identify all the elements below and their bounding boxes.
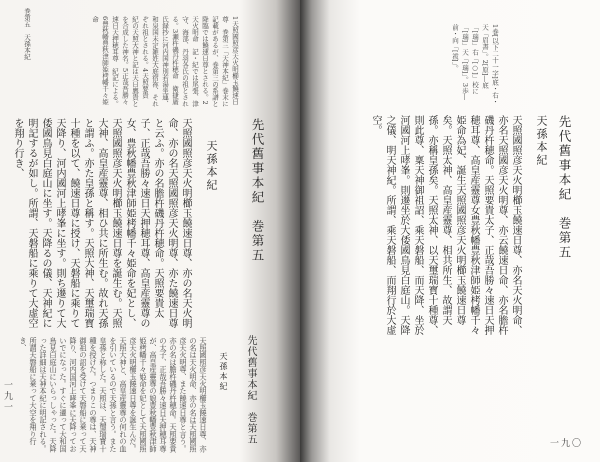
page-number-left: 一九一 (2, 380, 12, 413)
text-column: 神紀。所謂、乘天磐船、而翔行於大虚空。 (370, 115, 395, 335)
text-column: 2天火明命 記・紀では尾張、津 (191, 16, 209, 107)
left-running-head (22, 8, 32, 60)
text-column: 尊の何れの血を引いているので天孫 (109, 337, 128, 453)
text-column: とされる。 (141, 35, 149, 68)
text-column: の名は天火明命、亦の名は天照國照 (189, 337, 198, 453)
lower-title: 先代舊事本紀 巻第五 (245, 335, 256, 445)
text-column: 1天照國照彦天火明櫛玉饒速日尊 巻第三「天神本紀」巻末に記 (211, 16, 239, 107)
text-column: 天照要貴の太子、正哉吾勝々速日天 (159, 337, 178, 453)
text-column: 豊秋幡豊秋津師姫栲幡千々姫命を妃とし、天照國照彦天火明櫛玉 (110, 118, 135, 328)
right-page (300, 0, 600, 462)
text-column: 孫と謂ふ。亦た皇孫と稱す。天照大神、天璽瑞寳十種を以て、饒速日尊 (68, 118, 107, 328)
text-column: 天照國照彦天火明櫛玉饒速日尊、亦の名天火明命、亦の名天照國 (166, 118, 191, 328)
text-column: 大空を翔り行き、 (19, 337, 38, 446)
section-subtitle: 天孫本紀 (205, 140, 218, 192)
text-column: 尊、則此尊、稟天神御祖詔、乘天磐船、而天降、坐於河 (398, 115, 437, 335)
text-column: に河内国神別若湯坐連、和泉国 (151, 16, 169, 107)
text-column: に乗って天降り、河内国河上哮峯に (69, 337, 88, 453)
left-main-text (10, 118, 192, 330)
text-column: 天照要貴太子、正哉吾勝々速日天押穂耳尊、高皇産靈尊女 (468, 115, 493, 335)
section-subtitle-right: 天孫本紀 (535, 115, 548, 167)
right-main-text (368, 115, 522, 340)
text-column: 彦天火明尊、亦云饒速日命、亦名膽杵磯丹杵穂命。 (482, 115, 507, 335)
page-title-right: 先代舊事本紀 巻第五 (557, 115, 572, 260)
text-column: 彦天火明尊、また饒速日尊と言う。 (179, 337, 188, 453)
lower-subtitle: 天孫本紀 (219, 352, 228, 392)
text-column: 天「[瑞]」。 (461, 48, 469, 83)
text-column: 國河上哮峯。則遷坐於大倭國鳥見白庭山。天降之儀、明天 (384, 115, 409, 335)
text-column: 守、海部、丹羽各氏の祖とされ (181, 16, 189, 107)
text-column: 豊秋幡豊秋津師姫栲幡千々姫命為妃、誕生天照國照彦天火明 (454, 115, 479, 335)
page-number-right: 一九〇 (550, 439, 584, 449)
text-column: 載があるが、巻第三の系譜と降 (201, 16, 219, 107)
text-column: 内國河上哮峯に坐す。則ち遷りて大倭國鳥見白庭山に坐す。天降るの (40, 118, 65, 328)
text-column: 4天照要貴 紀の天照大神と (131, 16, 149, 105)
text-column: 天降っておいでになった。すぐに (59, 337, 78, 453)
text-column: 未定雑姓大庭宿祢、それぞれ祖 (141, 16, 159, 107)
text-column: 記による。 (111, 74, 119, 107)
text-column: 5正哉吾勝々速日天押穂耳尊 紀 (111, 16, 129, 105)
right-footnotes (450, 24, 500, 108)
text-column: しゃった。天降った詳細は天神本紀 (39, 337, 58, 453)
text-column: て天照國照彦天火明櫛玉饒速日尊を (129, 337, 148, 453)
text-column: 天照要貴太子、正哉吾勝々速日天押穂耳尊、高皇産靈尊の女、 (124, 118, 163, 328)
page-title: 先代舊事本紀 巻第五 (250, 118, 265, 263)
text-column: 照彦天火明尊、亦た饒速日尊と云ふ。亦の名膽杵磯丹杵穂命。 (152, 118, 177, 328)
translation-text (18, 337, 208, 457)
text-column: 亦の名は膽杵磯丹杵穂命。 (169, 337, 178, 424)
text-column: 3歩―前・向「[祓]」。 (451, 24, 469, 101)
text-column: 6豊秋幡豊秋津師姫栲幡千々姫命 (91, 16, 109, 105)
text-column: 3瀬杵磯丹杵穂命 衛捷廣氏録抄 (161, 16, 179, 105)
text-column: 臨では饒速日尊とされる。 (201, 22, 209, 101)
text-column: に授け、天磐船に乘りて天降り、河 (54, 118, 79, 328)
text-column: に明記される。所謂天磐船に乗って (29, 337, 48, 453)
text-column: 誕生んだ。天照大神と、高皇産靈 (119, 337, 138, 453)
text-column: 儀、天神紀に明記するが如し。所謂、天磐船に乘りて大虚空を翔り行き、 (12, 118, 51, 328)
text-column: 尊は、天神御祖の詔を受けて天磐船 (79, 337, 98, 453)
text-column: 饒速日尊を誕生む。天照大神、高皇産靈尊、相ひ共に所生む。故れ天 (96, 118, 121, 328)
left-footnotes (90, 16, 240, 110)
text-column: 押穂耳尊が、高皇産靈尊の娘豊秋 (149, 337, 168, 453)
text-column: 2[原]―底「[瑞]」右「[○]」校に「[瑞]」 (461, 24, 489, 95)
text-column: 櫛玉饒速日尊矣。天照太神、高皇産靈尊、相共所生、故 (440, 115, 465, 325)
text-column: 記は天日鷹貴とを合成した神名。 (121, 16, 139, 107)
text-column: 1巻[以下二十一字]底・右・天「眉書」。 (481, 24, 499, 105)
text-column: 天照國照彦天火明櫛玉饒速日尊、亦名天火明命、亦名天照國 (496, 115, 521, 335)
text-column: 天照國照彦天火明櫛玉饒速日尊、亦 (199, 337, 208, 453)
text-column: 遷って大和国鳥見白庭山にいらっ (49, 337, 68, 453)
running-head-text: 巻第五 天孫本紀 (23, 8, 31, 60)
text-column: 幡豊秋津師姫栲幡千々姫命を妃とし (139, 337, 158, 453)
text-column: 天璽瑞寳十種を授けた。つまりこの (89, 337, 108, 453)
text-column: 謂天孫。亦稱皇孫矣。天照太神、以天璽瑞寳十種 (426, 115, 451, 325)
text-column: る。 (171, 16, 179, 29)
text-column: と言う。また皇孫と称した。天照は、 (99, 337, 118, 453)
